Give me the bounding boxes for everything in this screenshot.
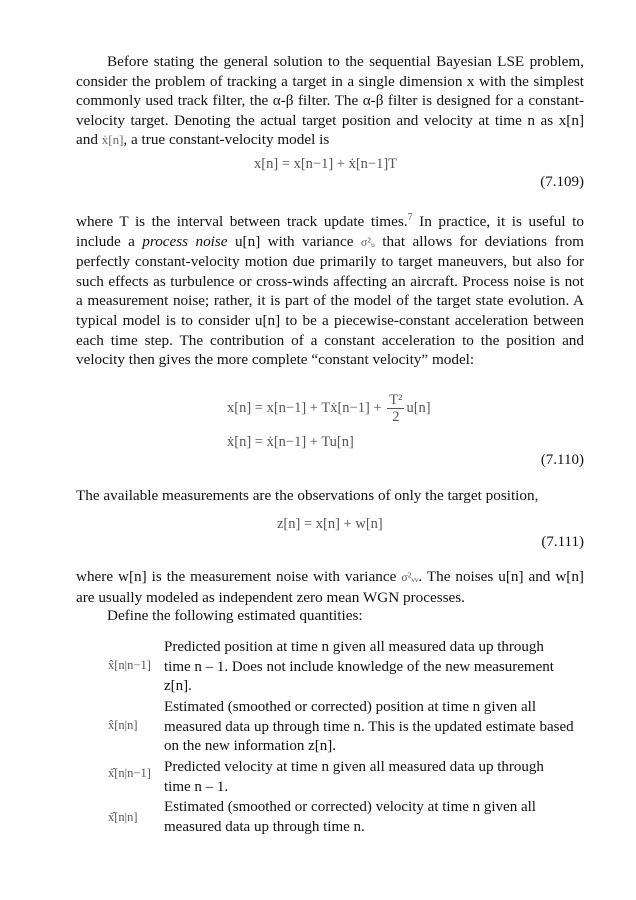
definition-text: Predicted position at time n given all measured data up through time n – 1. Does not include knowledge of the new measurement z[n].: [164, 639, 554, 695]
eq110-fraction-denominator: 2: [392, 409, 400, 425]
equation-7-110-line-1: [227, 392, 431, 425]
equation-number-7-109: (7.109): [540, 174, 584, 190]
intro-line-5a: time n as x[n] and: [76, 111, 584, 149]
eq110-fraction-numerator: T²: [389, 392, 403, 408]
definition-symbol: ẋ̂[n|n−1]: [108, 766, 151, 780]
process-noise-text-c: u[n] with variance: [227, 232, 361, 250]
definition-item: [108, 798, 588, 838]
equation-7-110-line-2: ẋ[n] = ẋ[n−1] + Tu[n]: [227, 434, 354, 450]
paragraph-measurement-noise: [76, 567, 584, 607]
process-noise-term: process noise: [142, 232, 228, 250]
definition-symbol: x̂[n|n−1]: [108, 658, 151, 672]
definition-item: [108, 698, 588, 758]
intro-line-2: consider the problem of tracking a target in a single dimension x with the: [76, 72, 529, 90]
paragraph-measurements: The available measurements are the observations of only the target position,: [76, 487, 539, 504]
paragraph-process-noise: [76, 208, 584, 370]
process-noise-text-d: that allows for deviations from perfectly constant-velocity motion due primarily to target maneuvers, but also for such effects as turbulence or cross-winds affecting an aircraft. Process noise is not a measurement noise; rather, it is part of the model of the target state evolution. A typical model is to consider u[n] to be a piecewise-constant acceleration between each time step. The contribution of a constant acceleration to the position and velocity then gives the more complete “constant velocity” model:: [76, 232, 584, 369]
definitions-list: [108, 638, 588, 838]
definition-item: [108, 758, 588, 798]
eq110-line1-lhs: x[n] = x[n−1] + Tẋ[n−1] +: [227, 399, 386, 416]
eq110-fraction: [387, 392, 404, 425]
paragraph-intro: [76, 52, 584, 150]
definition-text: Predicted velocity at time n given all measured data up through time n – 1.: [164, 759, 544, 795]
intro-line-1: Before stating the general solution to the sequential Bayesian LSE problem,: [107, 53, 584, 70]
definition-item: [108, 638, 588, 698]
process-noise-text-a: where T is the interval between track update times.: [76, 213, 408, 231]
intro-line-5c: , a true constant-velocity model is: [123, 131, 330, 149]
definition-symbol: x̂[n|n]: [108, 718, 138, 732]
process-noise-variance-symbol: σ²ᵤ: [360, 234, 375, 249]
definition-text: Estimated (smoothed or corrected) position at time n given all measured data up through time n. This is the updated estimate based on the new information z[n].: [164, 699, 574, 755]
equation-number-7-111: (7.111): [541, 534, 584, 550]
eq110-line1-rhs: u[n]: [406, 399, 431, 416]
measurement-noise-text-b: . The noises u[n] and w[n] are usually modeled as independent zero mean WGN processes.: [76, 568, 584, 606]
measurement-noise-variance-symbol: σ²ᵥᵥ: [401, 570, 419, 584]
definition-text: Estimated (smoothed or corrected) velocity at time n given all measured data up through time n.: [164, 799, 536, 835]
equation-7-111: z[n] = x[n] + w[n]: [277, 516, 383, 532]
equation-7-109: x[n] = x[n−1] + ẋ[n−1]T: [254, 156, 398, 172]
definition-symbol: ẋ̂[n|n]: [108, 810, 138, 824]
process-noise-text-b: In practice, it is useful to include a: [76, 213, 584, 250]
footnote-reference-link[interactable]: 7: [407, 212, 413, 223]
inline-velocity-symbol: ẋ[n]: [101, 132, 124, 148]
paragraph-define-quantities: Define the following estimated quantities:: [107, 607, 363, 624]
intro-line-4: a constant-velocity target. Denoting the actual target position and velocity at: [76, 92, 585, 129]
intro-line-3: simplest commonly used track filter, the α-β filter. The α-β filter is designed for: [76, 72, 585, 110]
equation-number-7-110: (7.110): [540, 452, 584, 468]
measurement-noise-text-a: where w[n] is the measurement noise with variance: [76, 568, 402, 585]
